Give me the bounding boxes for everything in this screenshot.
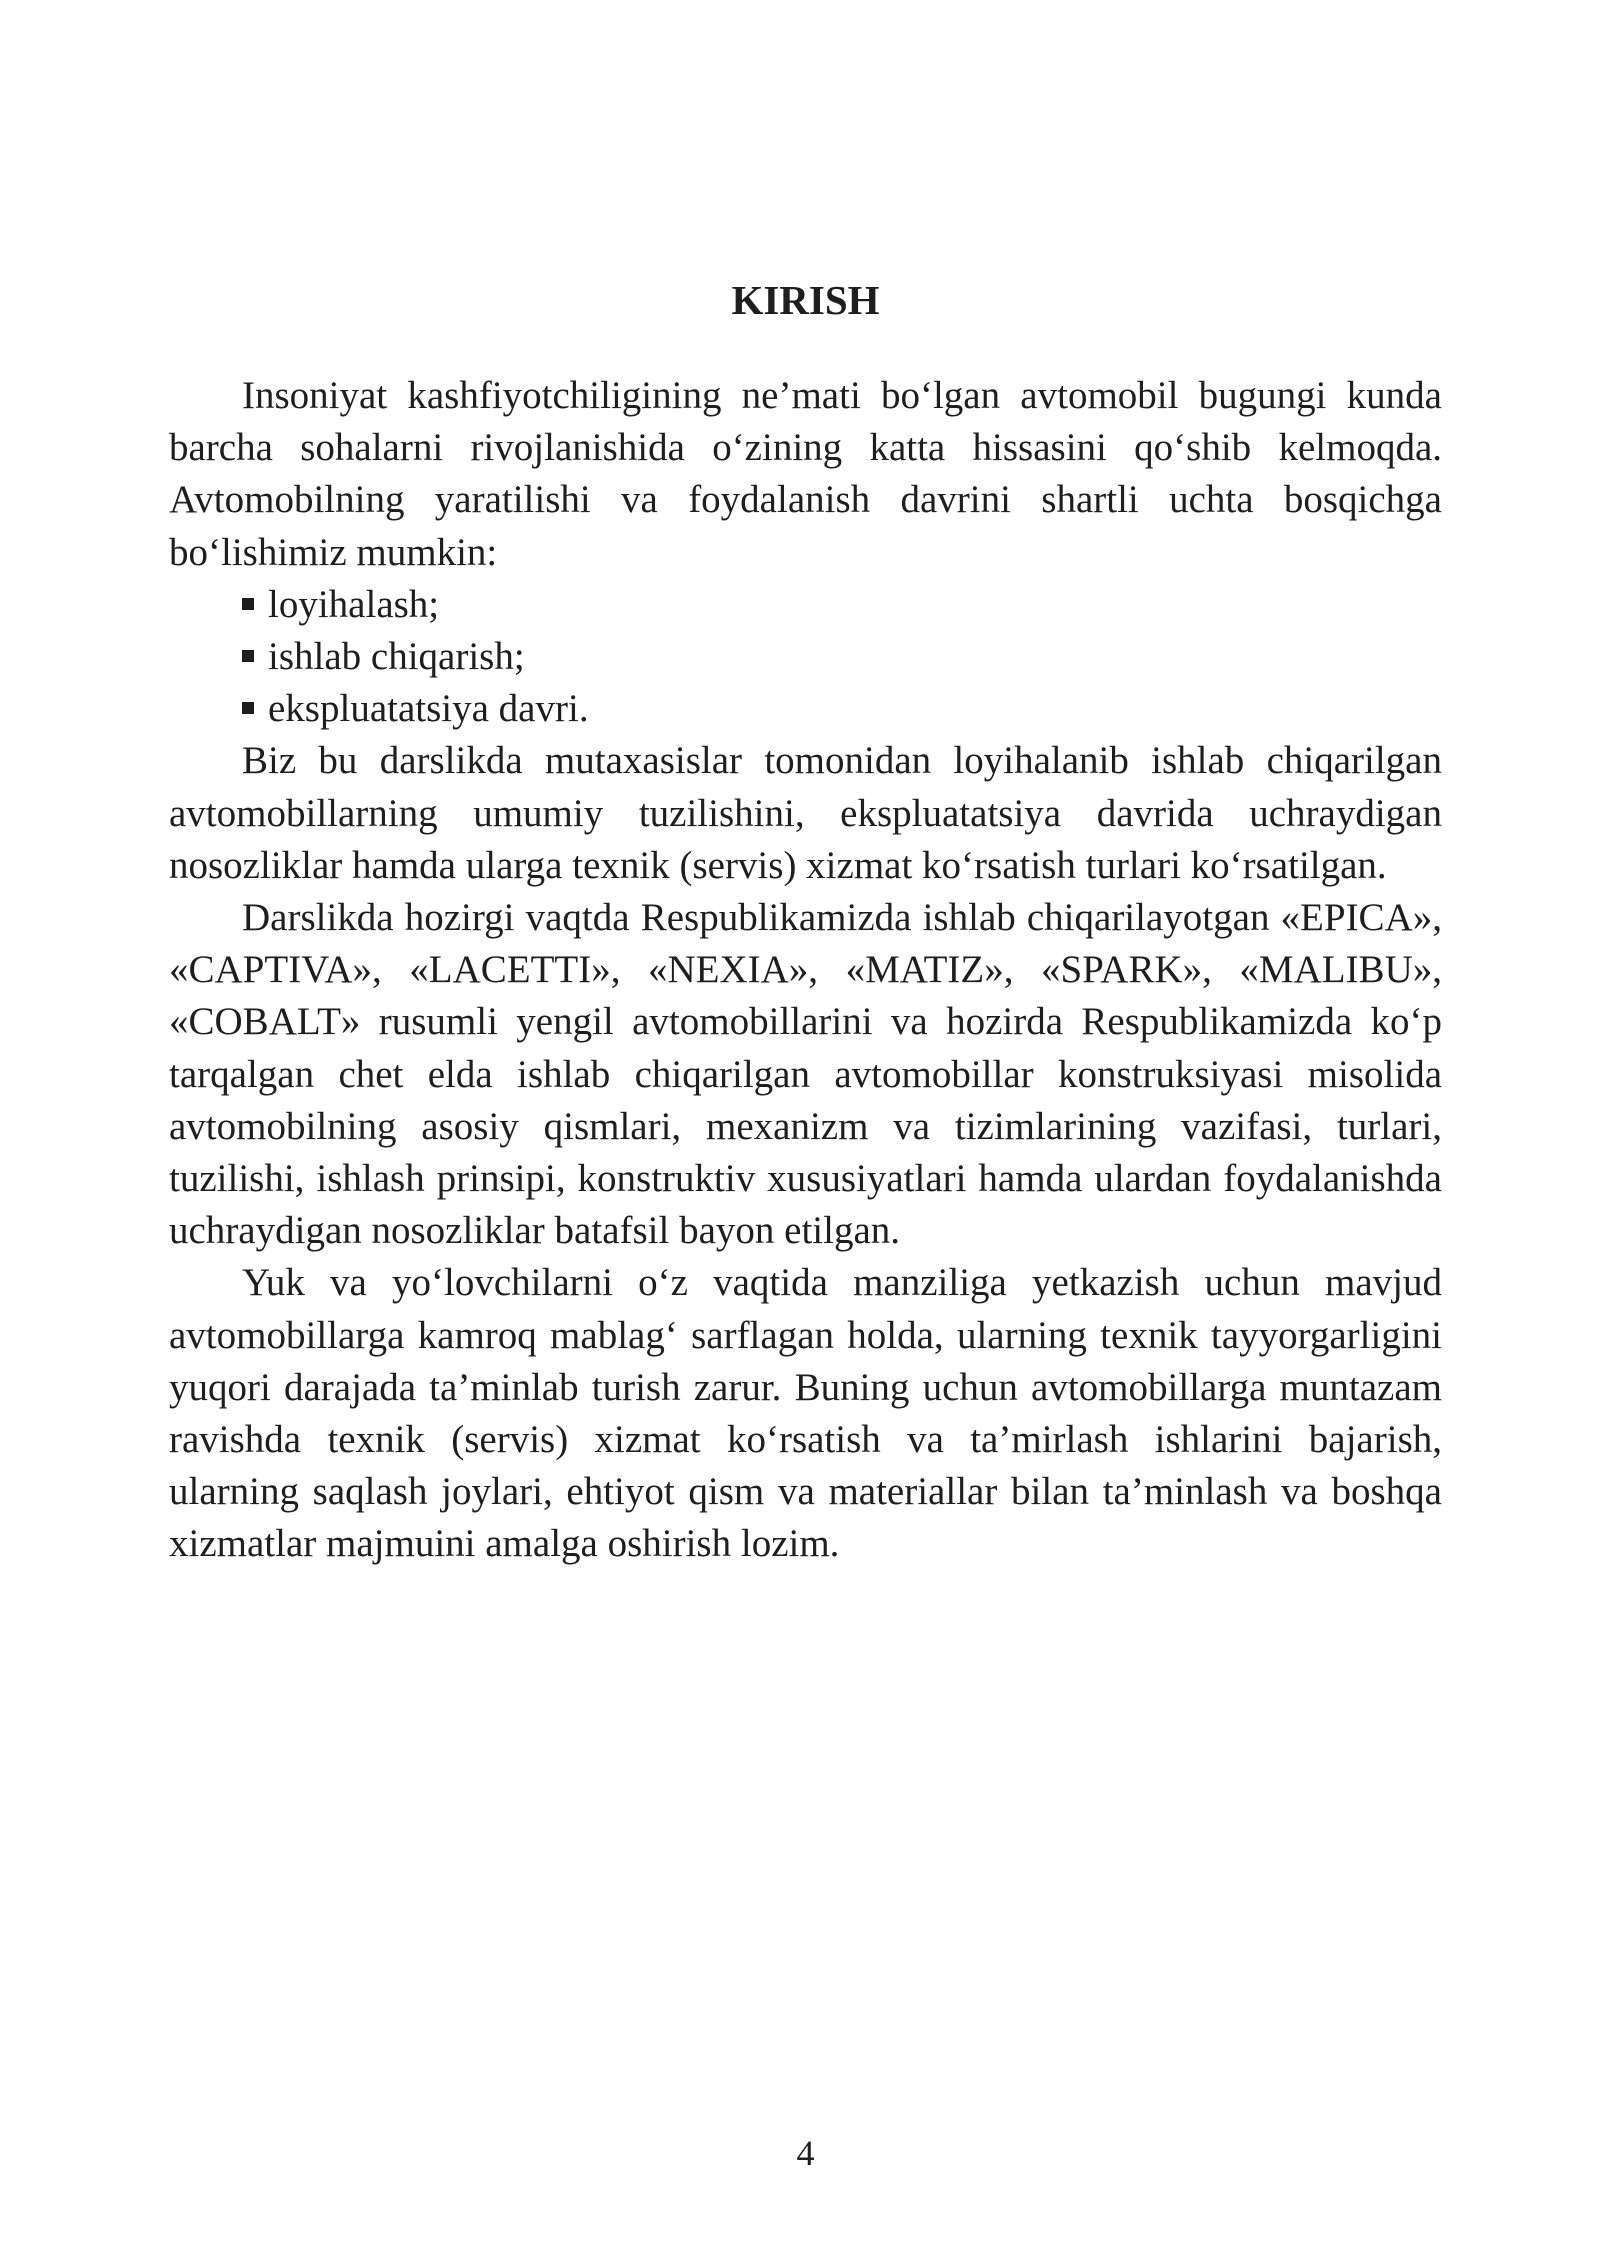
square-bullet-icon [242,650,254,662]
body-text [169,370,1442,1571]
square-bullet-icon [242,702,254,714]
square-bullet-icon [242,598,254,610]
page-number: 4 [796,2133,815,2173]
list-item-text: ekspluatatsiya davri. [268,687,589,731]
paragraph: Biz bu darslikda mutaxasislar tomonidan loyihalanib ishlab chiqarilgan avtomobillarning umumiy tuzilishini, ekspluatatsiya davrida uchraydigan nosozliklar hamda ularga texnik (servis) xizmat ko‘rsatish turlari ko‘rsatilgan. [169,739,1442,887]
paragraph: Yuk va yo‘lovchilarni o‘z vaqtida manziliga yetkazish uchun mavjud avtomobillarga kamroq mablag‘ sarflagan holda, ularning texnik tayyorgarligini yuqori darajada ta’minlab turish zarur. Buning uchun avtomobillarga muntazam ravishda texnik (servis) xizmat ko‘rsatish va ta’mirlash ishlarini bajarish, ularning saqlash joylari, ehtiyot qism va materiallar bilan ta’minlash va boshqa xizmatlar majmuini amalga oshirish lozim. [169,1261,1442,1566]
paragraph: Darslikda hozirgi vaqtda Respublikamizda ishlab chiqarilayotgan «EPICA», «CAPTIVA», «LACETTI», «NEXIA», «MATIZ», «SPARK», «MALIBU», «COBALT» rusumli yengil avtomobillarini va hozirda Respublikamizda ko‘p tarqalgan chet elda ishlab chiqarilgan avtomobillar konstruksiyasi misolida avtomobilning asosiy qismlari, mexanizm va tizimlarining vazifasi, turlari, tuzilishi, ishlash prinsipi, konstruktiv xususiyatlari hamda ulardan foydalanishda uchraydigan nosozliklar batafsil bayon etilgan. [169,896,1442,1253]
document-page [169,0,1442,2262]
list-item [169,631,1442,683]
page-title: KIRISH [731,277,880,323]
list-item-text: loyihalash; [268,582,440,626]
list-item-text: ishlab chiqarish; [268,635,525,679]
list-item [169,683,1442,735]
list-item [169,579,1442,631]
paragraph-intro: Insoniyat kashfiyotchiligining ne’mati bo‘lgan avtomobil bugungi kunda barcha sohalarni rivojlanishida o‘zining katta hissasini qo‘shib kelmoqda. Avtomobilning yaratilishi va foydalanish davrini shartli uchta bosqichga bo‘lishimiz mumkin: [169,374,1442,574]
bullet-list [169,579,1442,736]
